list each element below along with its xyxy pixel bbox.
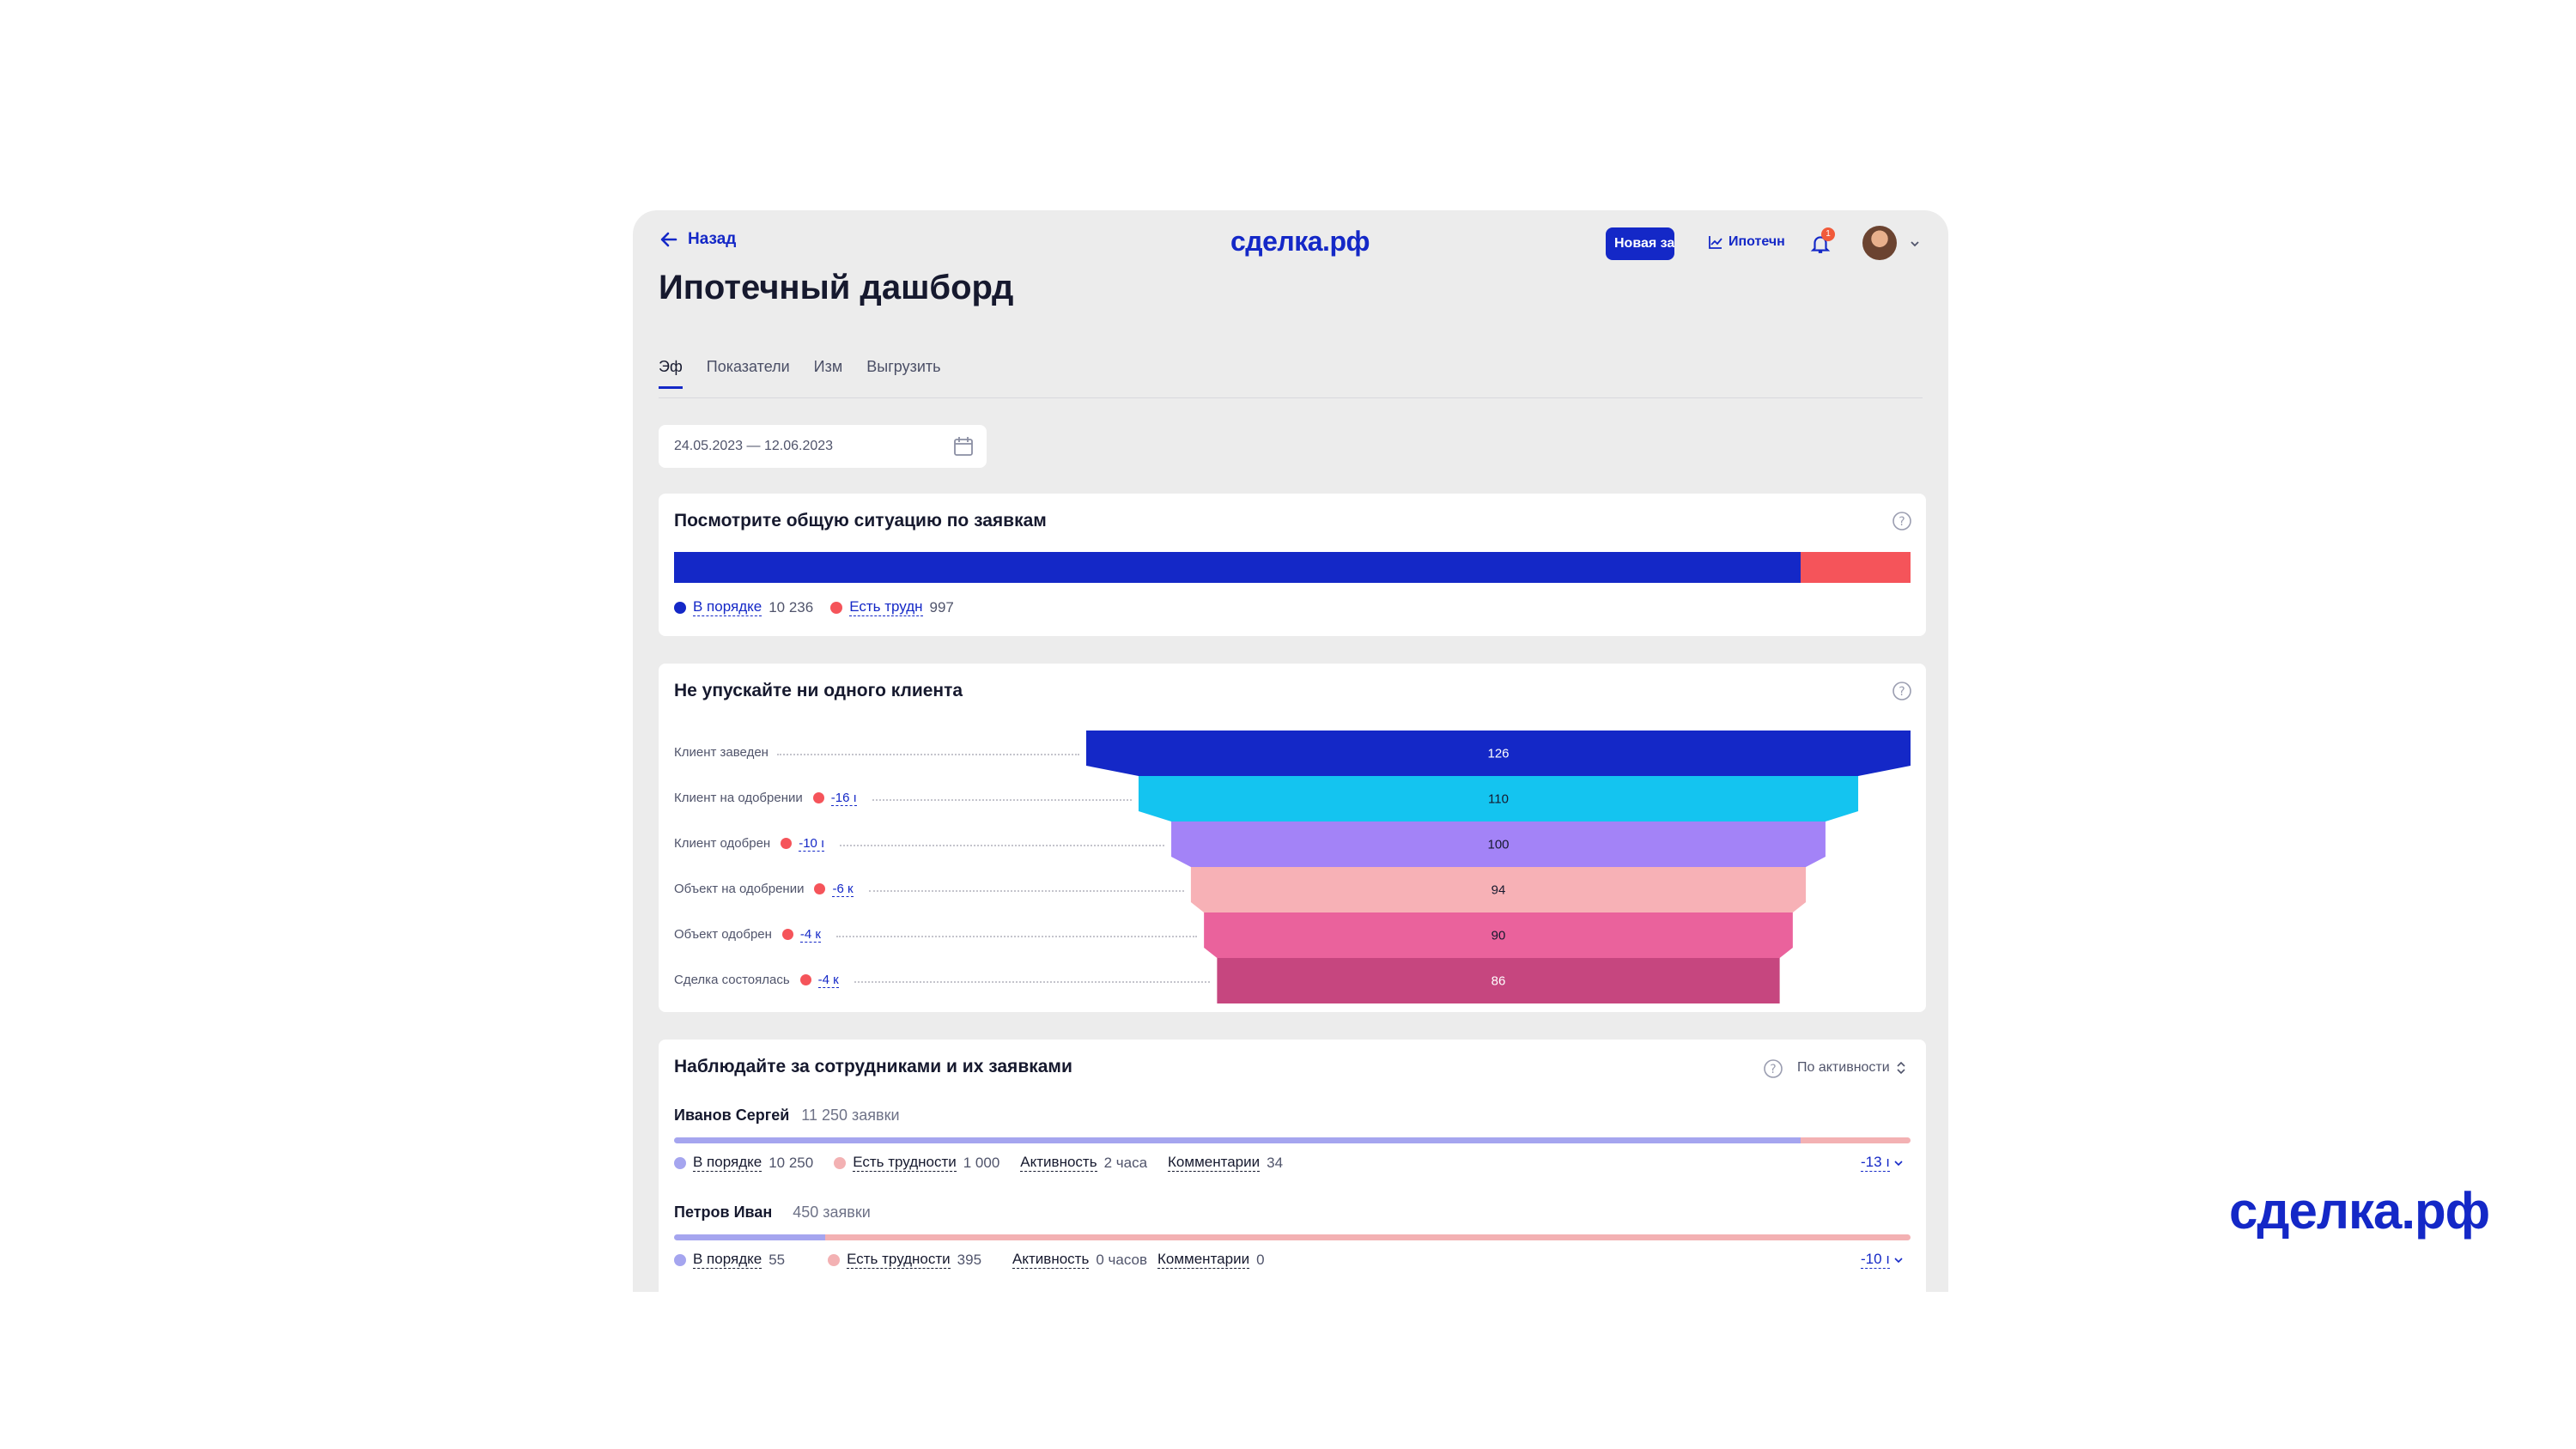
svg-text:?: ? (1899, 515, 1905, 529)
trouble-filter-link[interactable]: Есть трудности (853, 1154, 957, 1170)
overview-bar (674, 552, 1911, 583)
funnel-stage-name: Сделка состоялась (674, 973, 790, 987)
chart-line-icon (1708, 234, 1723, 250)
funnel-leader-line (854, 981, 1211, 983)
trouble-dot (834, 1157, 846, 1169)
funnel-stage-name: Клиент заведен (674, 744, 769, 760)
funnel-stage-name: Объект на одобрении (674, 882, 805, 896)
employee-delta-value: -13 ı (1861, 1154, 1891, 1170)
funnel-drop-value[interactable]: -6 к (832, 881, 854, 896)
tab-bar (659, 358, 941, 389)
funnel-leader-line (840, 845, 1164, 846)
funnel-stage-name: Объект одобрен (674, 927, 772, 942)
employee-progress-bar (674, 1234, 1911, 1240)
overview-card (659, 494, 1926, 636)
employee-name-text: Иванов Сергей (674, 1106, 790, 1124)
employees-card (659, 1040, 1926, 1292)
tab-efficiency[interactable]: Эф (659, 358, 683, 389)
funnel-leader-line (872, 799, 1132, 801)
employee-name[interactable] (674, 1106, 900, 1125)
comments-link[interactable]: Комментарии (1168, 1154, 1261, 1170)
trouble-filter-link[interactable]: Есть трудн (849, 598, 923, 615)
drop-dot (813, 792, 824, 803)
svg-text:?: ? (1899, 685, 1905, 699)
overview-bar-ok (674, 552, 1801, 583)
funnel-stage-label (674, 791, 864, 806)
employee-stats (674, 1154, 1283, 1172)
employee-request-count: 11 250 заявки (801, 1106, 900, 1124)
funnel-stage-label (674, 973, 846, 988)
tabs-divider (659, 397, 1923, 398)
svg-text:?: ? (1770, 1063, 1777, 1076)
ok-dot (674, 1254, 686, 1266)
ok-value: 10 236 (769, 598, 814, 615)
employee-name[interactable] (674, 1203, 871, 1222)
funnel-stage-label (674, 882, 860, 897)
arrow-left-icon (659, 229, 679, 250)
help-icon[interactable] (1892, 511, 1912, 531)
sort-label: По активности (1797, 1060, 1890, 1075)
chevron-down-icon[interactable] (1909, 238, 1921, 250)
app-window (633, 210, 1948, 1292)
activity-link[interactable]: Активность (1012, 1251, 1090, 1267)
avatar[interactable] (1862, 226, 1897, 260)
ok-value: 55 (769, 1251, 786, 1268)
funnel-drop-value[interactable]: -10 ı (799, 835, 825, 851)
comments-link[interactable]: Комментарии (1157, 1251, 1250, 1267)
funnel-drop-value[interactable]: -16 ı (830, 790, 857, 805)
funnel-chart (659, 664, 1926, 1012)
tab-indicators[interactable]: Показатели (706, 358, 790, 375)
funnel-stage-name: Клиент одобрен (674, 836, 771, 851)
funnel-stage-name: Клиент на одобрении (674, 791, 803, 805)
funnel-value-label: 90 (1491, 928, 1506, 943)
page-title: Ипотечный дашборд (659, 269, 1014, 306)
funnel-value-label: 86 (1491, 973, 1506, 989)
funnel-card (659, 664, 1926, 1012)
new-request-button[interactable]: Новая за (1606, 227, 1674, 260)
mortgage-link[interactable] (1708, 234, 1785, 250)
funnel-leader-line (869, 890, 1184, 892)
employee-progress-bar (674, 1137, 1911, 1143)
employee-bar-trouble (1801, 1137, 1911, 1143)
comments-value: 0 (1256, 1251, 1265, 1268)
ok-filter-link[interactable]: В порядке (693, 598, 762, 615)
date-range-picker[interactable] (659, 425, 987, 468)
employee-bar-ok (674, 1137, 1801, 1143)
funnel-leader-line (777, 754, 1079, 755)
ok-value: 10 250 (769, 1154, 814, 1171)
funnel-leader-line (836, 936, 1197, 937)
employee-delta[interactable] (1861, 1154, 1904, 1172)
employee-name-text: Петров Иван (674, 1203, 773, 1221)
drop-dot (800, 974, 811, 985)
sort-select[interactable] (1797, 1060, 1907, 1076)
funnel-drop-value[interactable]: -4 к (799, 926, 821, 942)
drop-dot (814, 883, 825, 894)
trouble-dot (830, 602, 842, 614)
funnel-stage-label (674, 836, 831, 852)
employee-bar-ok (674, 1234, 825, 1240)
trouble-value: 395 (957, 1251, 982, 1268)
chevron-down-icon (1893, 1255, 1904, 1265)
trouble-value: 1 000 (963, 1154, 1000, 1171)
notification-badge: 1 (1821, 227, 1835, 241)
drop-dot (781, 838, 792, 849)
funnel-value-label: 100 (1487, 837, 1510, 852)
calendar-icon[interactable] (952, 435, 975, 458)
overview-title: Посмотрите общую ситуацию по заявкам (674, 511, 1047, 530)
funnel-stage-label (674, 927, 828, 943)
ok-filter-link[interactable]: В порядке (693, 1154, 762, 1170)
funnel-title: Не упускайте ни одного клиента (674, 681, 963, 700)
tab-changes[interactable]: Изм (813, 358, 843, 375)
back-label: Назад (688, 230, 737, 248)
funnel-value-label: 126 (1487, 746, 1510, 761)
overview-bar-trouble (1801, 552, 1911, 583)
brand-logo: сделка.рф (2229, 1182, 2490, 1240)
employee-request-count: 450 заявки (793, 1203, 871, 1221)
ok-dot (674, 1157, 686, 1169)
funnel-value-label: 110 (1488, 791, 1509, 807)
mortgage-link-label: Ипотечн (1728, 234, 1785, 249)
tab-export[interactable]: Выгрузить (866, 358, 941, 375)
activity-value: 2 часа (1103, 1154, 1148, 1171)
activity-link[interactable]: Активность (1020, 1154, 1097, 1170)
employee-stats (674, 1251, 1265, 1269)
sort-arrows-icon (1895, 1061, 1907, 1075)
trouble-value: 997 (929, 598, 954, 615)
drop-dot (782, 929, 793, 940)
trouble-dot (828, 1254, 840, 1266)
activity-value: 0 часов (1096, 1251, 1147, 1268)
trouble-filter-link[interactable]: Есть трудности (847, 1251, 951, 1267)
ok-filter-link[interactable]: В порядке (693, 1251, 762, 1267)
chevron-down-icon (1893, 1158, 1904, 1168)
date-range-value: 24.05.2023 — 12.06.2023 (674, 439, 834, 453)
comments-value: 34 (1267, 1154, 1284, 1171)
help-icon[interactable] (1763, 1058, 1783, 1079)
employee-delta-value: -10 ı (1861, 1251, 1891, 1267)
app-logo[interactable]: сделка.рф (1230, 226, 1370, 257)
ok-dot (674, 602, 686, 614)
funnel-value-label: 94 (1491, 882, 1506, 898)
overview-legend (674, 598, 954, 616)
funnel-stage-label (674, 745, 769, 760)
funnel-drop-value[interactable]: -4 к (817, 972, 839, 987)
employee-delta[interactable] (1861, 1251, 1904, 1269)
employee-bar-trouble (825, 1234, 1911, 1240)
employees-title: Наблюдайте за сотрудниками и их заявками (674, 1057, 1072, 1076)
back-link[interactable] (659, 229, 736, 250)
